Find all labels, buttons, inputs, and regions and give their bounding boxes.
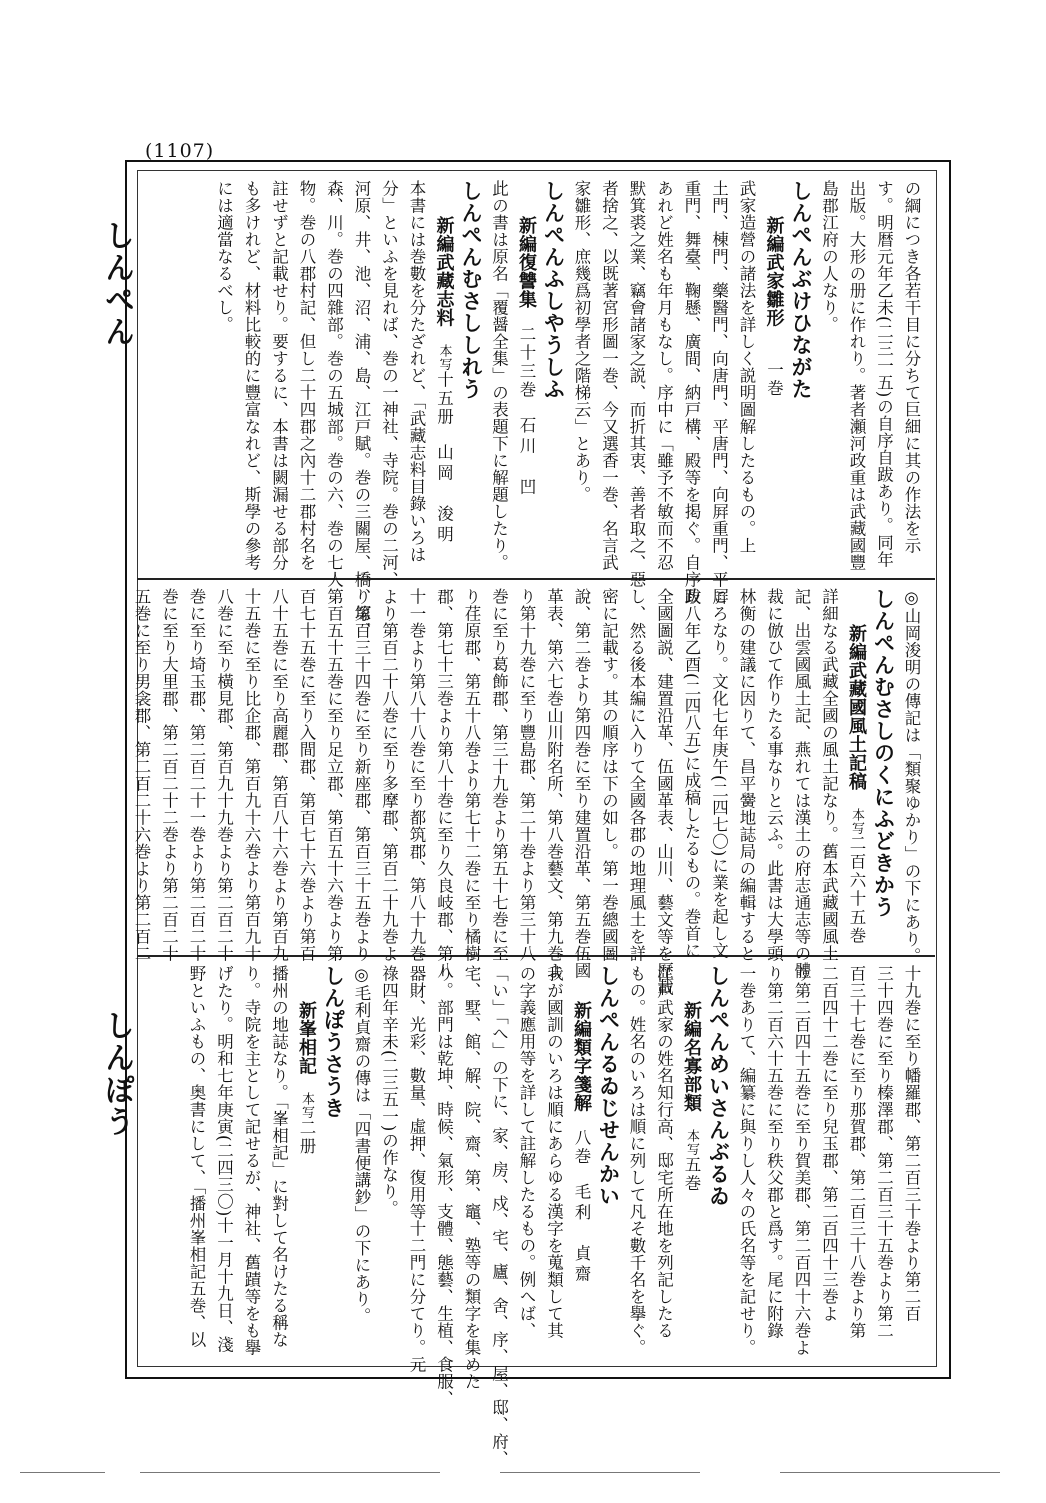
entry-volume: 五巻	[682, 1156, 701, 1194]
entry-volume-tag: 本写	[299, 1092, 314, 1120]
text-line: 者捨之、以既著宮形圖一巻、今又選香一巻、名言武	[599, 180, 619, 571]
entry-reading-heading: しんぺんるゐじせんかい	[596, 965, 622, 1207]
section-bottom	[150, 965, 925, 1467]
text-line: 器財、光彩、數量、虛押、復用等十二門に分てり。元	[407, 965, 426, 1373]
section-divider-upper	[137, 578, 935, 580]
text-line: の字義應用等を詳して註解したるもの。例へば、	[517, 965, 536, 1339]
entry-title-line	[293, 965, 321, 1357]
entry-title-line	[843, 588, 871, 948]
text-line: 江戸武家の姓名知行高、邸宅所在地を列記したる	[654, 965, 674, 1339]
entry-volume: 二十三巻	[517, 325, 536, 400]
entry-volume: 二册	[297, 1119, 316, 1157]
biography-note: ◎山岡浚明の傳記は「類聚ゆかり」の下にあり。	[902, 588, 921, 965]
text-line: 默箕裘之業、竊會諸家之説、而折其衷、善者取之、惡	[627, 180, 646, 588]
text-line: 三十四巻に至り榛澤郡、第二百三十五巻より第二	[874, 965, 894, 1339]
text-line: り荏原郡、第五十八巻より第七十二巻に至り橘樹	[462, 588, 481, 962]
entry-author: 毛利 貞齋	[572, 1183, 591, 1286]
text-line: り第百三十四巻に至り新座郡、第百三十五巻より	[352, 588, 371, 962]
entry-reading-heading: しんぽうさうき	[321, 965, 347, 1119]
text-line: 第百五十五巻に至り足立郡、第百五十六巻より第	[324, 588, 344, 962]
text-line: 巻に至り葛飾郡、第三十九巻より第五十七巻に至	[489, 588, 509, 962]
entry-volume: 一巻	[764, 361, 784, 399]
text-line: 播州の地誌なり。「峯相記」に對して名けたる稱な	[269, 965, 289, 1348]
entry-reading-heading: しんぺんむさしのくにふどきかう	[871, 588, 897, 918]
entry-volume-tag: 本写	[436, 344, 452, 372]
text-line: も多けれど、材料比較的に豐富なれど、斯學の參考	[242, 180, 261, 571]
text-line: 野といふもの、奥書にして、「播州峯相記五巻、以	[187, 965, 206, 1348]
entry-author: 山岡 浚明	[434, 443, 454, 547]
entry-author: 石川 凹	[517, 416, 536, 499]
entry-volume-tag: 本写	[684, 1129, 699, 1157]
text-line: 島郡江府の人なり。	[819, 180, 839, 333]
text-line: より第百二十八巻に至り多摩郡、第百二十九巻よ	[379, 588, 399, 962]
entry-title-line	[568, 965, 596, 1357]
text-line: り第二百四十五巻に至り賀美郡、第二百四十六巻よ	[792, 965, 811, 1356]
margin-label-shinpou: しんぽう	[99, 1010, 134, 1138]
scan-rule	[500, 1472, 700, 1473]
scan-rule	[20, 1472, 105, 1473]
text-line: 武家造營の諸法を詳しく説明圖解したるもの。上	[737, 180, 756, 554]
text-line: 家雛形、庶幾爲初學者之階梯云」とあり。	[572, 180, 591, 503]
text-line: 林衡の建議に因りて、昌平黌地誌局の編輯すると	[737, 588, 756, 962]
entry-title-line	[678, 965, 706, 1357]
entry-reading-heading: しんぺんふしやうしふ	[541, 180, 567, 400]
text-line: 詳細なる武藏全國の風土記なり。舊本武藏國風土	[819, 588, 839, 962]
text-line: 我が國訓のいろは順にあらゆる漢字を蒐類して其	[544, 965, 564, 1339]
scan-rule	[780, 1472, 1000, 1473]
text-line: 註せずと記載せり。要するに、本書は闕漏せる部分	[269, 180, 289, 571]
text-line: には適當なるべし。	[214, 180, 234, 333]
entry-title-line	[513, 180, 541, 570]
text-line: 政八年乙酉(二四八五)に成稿したるもの。巻首に	[682, 588, 701, 959]
entry-title: 新編武藏志料	[433, 216, 455, 328]
text-line: 宅、墅、館、解、院、齋、第、竈、塾等の類字を集めた	[462, 965, 481, 1390]
text-line: 河原、井、池、沼、浦、島、江戸賦。巻の三關屋、橋、塚、	[352, 180, 371, 639]
text-line: 十九巻に至り幡羅郡、第二百三十巻より第二百	[902, 965, 921, 1322]
text-line: り。寺院を主として記せるが、神社、舊蹟等をも擧	[242, 965, 261, 1356]
text-line: 百七十五巻に至り入間郡、第百七十六巻より第百	[297, 588, 316, 962]
text-line: 「い」「へ」の下に、家、房、戍、宅、廬、舍、序、屋、邸、府、	[489, 965, 509, 1467]
text-line: げたり。明和七年庚寅(二四三〇)十一月十九日、淺	[214, 965, 234, 1353]
text-line: 一巻ありて、編纂に與りし人々の氏名等を記せり。	[737, 965, 756, 1356]
text-line: 重門、舞臺、鞠懸、廣間、納戸構、殿等を掲ぐ。自序跋	[682, 180, 701, 605]
text-line: 密に記載す。其の順序は下の如し。第一巻總國圖	[599, 588, 619, 962]
entry-title: 新編武藏國風土記稿	[846, 624, 867, 791]
entry-title: 新編武家雛形	[763, 216, 785, 328]
text-line: 記、出雲國風土記、燕れては漢土の府志通志等の體	[792, 588, 811, 979]
text-line: 巻に至り大里郡、第二百二十二巻より第二百二十	[159, 588, 179, 962]
text-line: 巻に至り埼玉郡、第二百二十一巻より第二百二十	[187, 588, 206, 962]
text-line: もの。姓名のいろは順に列して凡そ數千名を擧ぐ。	[627, 965, 646, 1356]
text-line: 此の書は原名「覆醤全集」の表題下に解題したり。	[489, 180, 509, 571]
text-line: 本書には巻數を分たざれど、「武藏志料目錄いろは	[407, 180, 426, 563]
entry-title: 新編類字箋解	[571, 1001, 592, 1113]
entry-title-line	[430, 180, 458, 570]
text-line: ころなり。文化七年庚午(二四七〇)に業を起し文	[709, 588, 729, 959]
text-line: 森、川。巻の四雜部。巻の五城部。巻の六、巻の七人	[324, 180, 344, 588]
entry-reading-heading: しんぺんむさししれう	[459, 180, 484, 400]
section-middle	[132, 588, 925, 996]
entry-volume-tag: 本写	[849, 807, 864, 835]
entry-title: 新編名寡部類	[681, 1001, 702, 1113]
text-line: 土門、棟門、藥醫門、向唐門、平唐門、向屛重門、平屛	[709, 180, 729, 605]
text-line: 百三十七巻に至り那賀郡、第二百三十八巻より第	[847, 965, 866, 1339]
text-line: あれど姓名も年月もなし。序中に「雖予不敏而不忍	[654, 180, 674, 571]
text-line: し、然る後本編に入りて全國各郡の地理風土を詳	[627, 588, 646, 962]
entry-title: 新峯相記	[296, 1001, 317, 1076]
scan-rule	[140, 1472, 440, 1473]
entry-reading-heading: しんぺんめいさんぶるゐ	[706, 965, 732, 1207]
text-line: 郡、第七十三巻より第八十巻に至り久良岐郡、第八	[434, 588, 454, 979]
entry-title-line	[760, 180, 788, 570]
text-line: 八巻に至り橫見郡、第百九十九巻より第二百二十	[214, 588, 234, 962]
entry-volume: 二百六十五巻	[847, 834, 866, 946]
text-line: 革表、第六七巻山川附名所、第八巻藝文、第九巻よ	[544, 588, 564, 979]
text-line: 物。巻の八郡村記、但し二十四郡之內十二郡村名を	[297, 180, 316, 571]
page-number: (1107)	[145, 140, 215, 162]
text-line: 十五巻に至り比企郡、第百九十六巻より第百九十	[242, 588, 261, 962]
text-line: り第十九巻に至り豐島郡、第二十巻より第三十八	[517, 588, 536, 962]
text-line: 分」といふを見れば、巻の一神社、寺院。巻の二河、	[379, 180, 399, 588]
entry-title: 新編復讐集	[516, 216, 537, 309]
text-line: す。明暦元年乙未(二三一五)の自序自跋あり。同年	[874, 180, 894, 568]
entry-reading-heading: しんぺんぶけひながた	[789, 180, 814, 400]
biography-note: ◎毛利貞齋の傳は「四書便講鈔」の下にあり。	[352, 965, 371, 1325]
text-line: 說、第二巻より第四巻に至り建置沿革、第五巻伍國	[572, 588, 591, 979]
margin-label-shinpen: しんぺん	[99, 220, 134, 348]
text-line: 裁に倣ひて作りたる事なりと云ふ。此書は大學頭	[764, 588, 784, 962]
text-line: 五巻に至り男衾郡、第二百二十六巻より第二百二	[132, 588, 151, 962]
text-line: 祿四年辛未(二三五一)の作なり。	[379, 965, 399, 1217]
text-line: 全國圖説、建置沿革、伍國革表、山川、藝文等を歷載	[654, 588, 674, 996]
text-line: 出版。大形の册に作れり。著者瀬河政重は武藏國豐	[847, 180, 866, 571]
text-line: り第二百六十五巻に至り秩父郡と爲す。尾に附錄	[764, 965, 784, 1339]
section-top	[150, 180, 925, 639]
text-line: 十一巻より第八十八巻に至り都筑郡、第八十九巻	[407, 588, 426, 962]
text-line: 二百四十二巻に至り兒玉郡、第二百四十三巻よ	[819, 965, 839, 1322]
text-line: の綱につき各若干目に分ちて巨細に其の作法を示	[902, 180, 921, 554]
entry-volume: 十五册	[434, 371, 454, 427]
entry-volume: 八巻	[572, 1129, 591, 1167]
text-line: り。部門は乾坤、時候、氣形、支體、態藝、生植、食服、	[434, 965, 454, 1407]
text-line: 八十五巻に至り高麗郡、第百八十六巻より第百九	[269, 588, 289, 962]
